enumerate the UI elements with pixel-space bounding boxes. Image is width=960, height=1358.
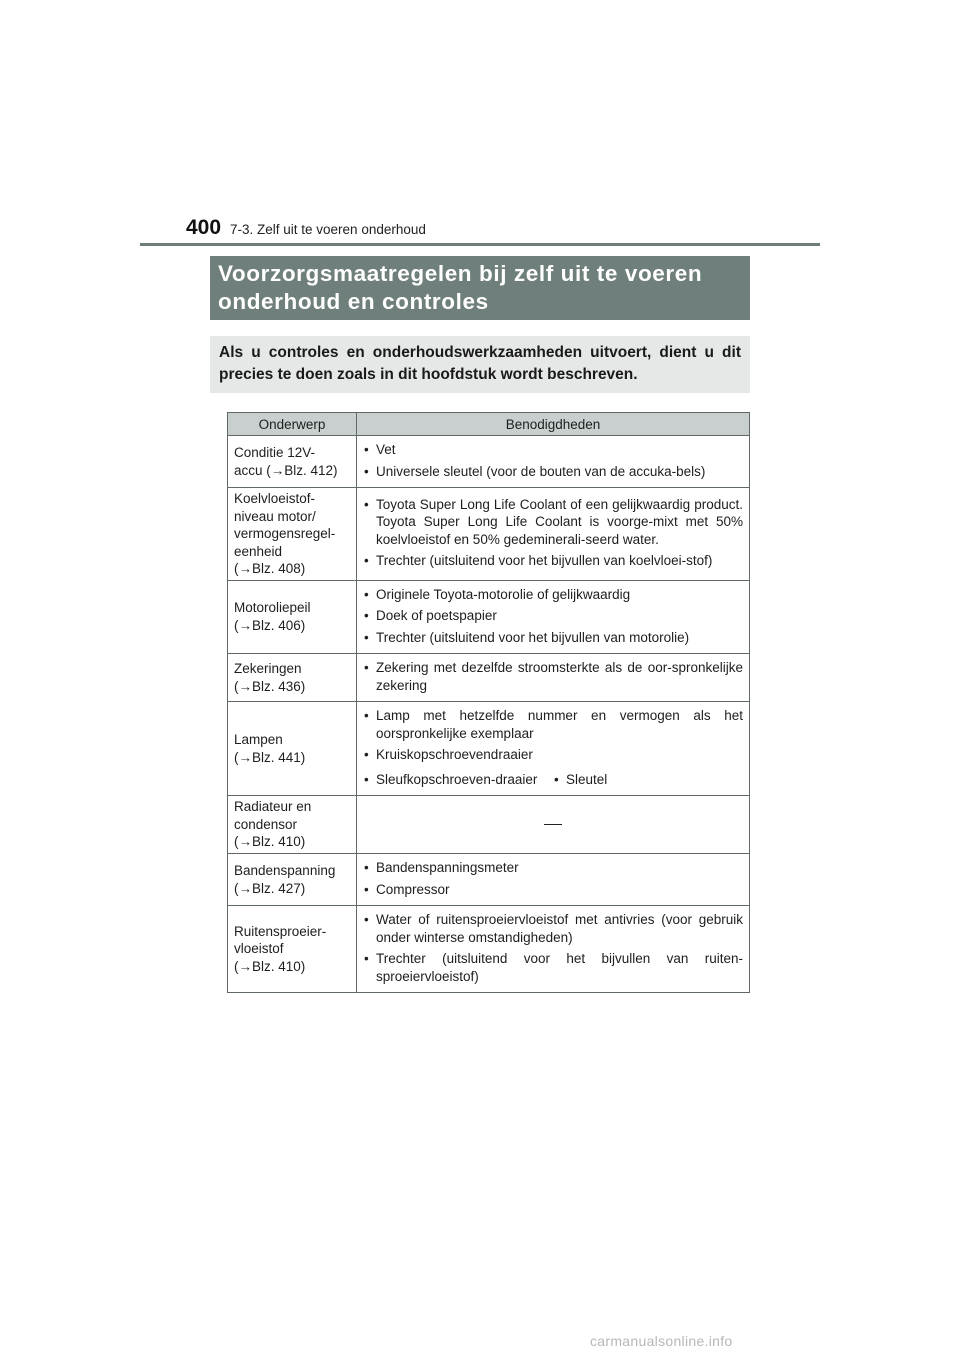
no-tools-dash [363,798,743,850]
topic-line: Radiateur en [234,799,312,815]
tools-list [363,859,743,898]
list-item: • Zekering met dezelfde stroomsterkte als de oor-spronkelijke zekering [363,659,743,694]
topic-line: Bandenspanning [234,863,336,878]
topic-line: niveau motor/ [234,508,316,524]
tools-cell [357,654,750,702]
tools-cell [357,436,750,488]
table-row [228,796,750,854]
topic-cell [228,488,357,581]
section-title-line-2: onderhoud en controles [218,289,489,314]
intro-text: Als u controles en onderhoudswerkzaamheden uitvoert, dient u dit precies te doen zoals in dit hoofdstuk wordt beschreven. [210,336,750,393]
topic-line: (→Blz. 441) [234,749,306,765]
tools-list [363,659,743,694]
header-divider [140,243,820,246]
tools-list [363,441,743,480]
list-item: • Originele Toyota-motorolie of gelijkwaardig [363,586,743,604]
table-row [228,580,750,654]
table-row [228,906,750,993]
maintenance-items-table [227,412,750,993]
topic-cell [228,702,357,796]
topic-line: condensor [234,816,298,832]
topic-line: vermogensregel- [234,526,336,541]
topic-line: (→Blz. 427) [234,880,306,896]
list-item: • Trechter (uitsluitend voor het bijvullen van koelvloei-stof) [363,552,743,570]
topic-line: Ruitensproeier- [234,923,327,939]
topic-line: eenheid [234,543,283,559]
tools-list [553,768,743,793]
topic-cell [228,580,357,654]
topic-line: Conditie 12V- [234,445,316,460]
table-row [228,702,750,796]
list-item: • Universele sleutel (voor de bouten van de accuka-bels) [363,463,743,481]
topic-line: (→Blz. 436) [234,678,306,694]
tools-list [363,768,553,793]
list-item: • Vet [363,441,743,459]
tools-list [363,586,743,647]
section-title [210,256,750,320]
topic-line: (→Blz. 408) [234,561,306,576]
list-item: • Kruiskopschroevendraaier [363,746,743,764]
table-row [228,854,750,906]
tools-list [363,707,743,764]
tools-list [363,496,743,570]
column-header-topic: Onderwerp [228,413,357,436]
tools-list [363,911,743,985]
page-header [140,212,820,248]
tools-two-column [363,768,743,793]
list-item: • Toyota Super Long Life Coolant of een gelijkwaardig product. Toyota Super Long Life Coolant is voorge-mixt met 50% koelvloeistof en 50% gedeminerali-seerd water. [363,496,743,549]
list-item: • Water of ruitensproeiervloeistof met antivries (voor gebruik onder winterse omstandigheden) [363,911,743,946]
table-row [228,654,750,702]
tools-cell [357,702,750,796]
topic-line: (→Blz. 406) [234,617,306,633]
topic-cell [228,654,357,702]
topic-line: Motoroliepeil [234,600,311,616]
tools-cell [357,488,750,581]
topic-cell [228,436,357,488]
topic-line: Zekeringen [234,661,302,676]
table-row [228,488,750,581]
topic-cell [228,796,357,854]
list-item: • Trechter (uitsluitend voor het bijvullen van motorolie) [363,629,743,647]
table-row [228,436,750,488]
tools-cell [357,580,750,654]
tools-cell [357,796,750,854]
topic-line: (→Blz. 410) [234,958,306,974]
list-item: • Doek of poetspapier [363,607,743,625]
topic-cell [228,906,357,993]
list-item: • Lamp met hetzelfde nummer en vermogen als het oorspronkelijke exemplaar [363,707,743,742]
topic-cell [228,854,357,906]
section-title-line-1: Voorzorgsmaatregelen bij zelf uit te voeren [218,261,703,286]
tools-cell [357,854,750,906]
page-number: 400 [186,216,222,239]
column-header-tools: Benodigdheden [357,413,750,436]
table-header-row [228,413,750,436]
topic-line: vloeistof [234,941,284,957]
topic-line: (→Blz. 410) [234,834,306,850]
topic-line: Lampen [234,732,283,747]
list-item: • Trechter (uitsluitend voor het bijvullen van ruiten-sproeiervloeistof) [363,950,743,985]
footer-watermark: carmanualsonline.info [590,1333,733,1349]
topic-line: accu (→Blz. 412) [234,462,338,478]
topic-line: Koelvloeistof- [234,491,316,506]
tools-cell [357,906,750,993]
list-item: • Compressor [363,881,743,899]
section-reference: 7-3. Zelf uit te voeren onderhoud [230,222,426,237]
list-item: • Bandenspanningsmeter [363,859,743,877]
list-item: • Sleutel [553,771,607,789]
list-item: • Sleufkopschroeven-draaier [363,771,553,789]
